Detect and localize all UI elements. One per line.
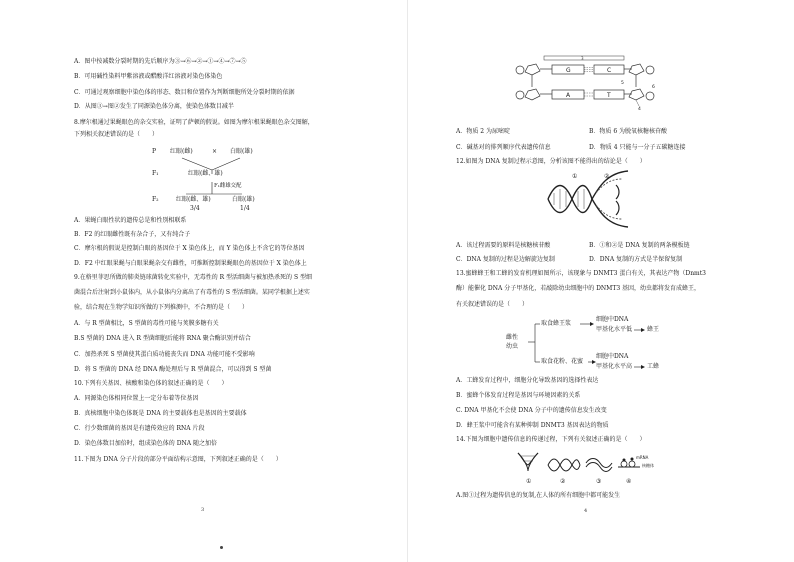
cross-f1-mating: F₁雌雄交配 <box>214 183 242 189</box>
q11-option-a: A．物质 2 为尿嘧啶 <box>456 128 510 135</box>
q10-stem: 10.下列有关基因、核酸和染色体的叙述正确的是（ ） <box>74 380 228 387</box>
q12-option-b: B．①和②是 DNA 复制的两条模板链 <box>589 242 690 249</box>
dna-label-4: 4 <box>638 107 641 112</box>
q12-option-a: A．该过程需要的原料是核糖核苷酸 <box>456 242 551 249</box>
cross-f1-label: F₁ <box>152 170 159 177</box>
q14-stem: 14.下图为细胞中遗传信息的传递过程，下列有关叙述正确的是（ ） <box>456 436 646 443</box>
q12-option-d: D．DNA 复制的方式是半保留复制 <box>589 256 683 263</box>
q10-option-b: B．真核细胞中染色体既是 DNA 的主要载体也是基因的主要载体 <box>74 410 247 417</box>
page-number-left: 3 <box>201 507 205 513</box>
cross-lines <box>150 150 270 240</box>
q7-option-a: A．图中按减数分裂时期的先后顺序为③→⑥→②→①→④→⑦→⑤ <box>74 58 247 65</box>
bee-result-high-2: 甲基化水平高 <box>596 363 633 370</box>
bee-larva-label-1: 雌性 <box>506 334 519 341</box>
q9-option-a: A．与 R 型菌相比，S 型菌的毒性可能与荚膜多糖有关 <box>74 320 219 327</box>
cross-f2-label: F₂ <box>152 196 159 203</box>
cross-f2-white: 白眼(雄) <box>232 196 255 203</box>
q13-option-c: C. DNA 甲基化不会使 DNA 分子中的遗传信息发生改变 <box>456 407 607 414</box>
cross-symbol: × <box>212 148 218 155</box>
cross-ratio-white: 1/4 <box>240 205 250 212</box>
bee-larva-label-2: 幼虫 <box>506 343 519 350</box>
cross-f2-red: 红眼(雌、雄) <box>176 196 211 203</box>
q13-stem-2: 酶）能催化 DNA 分子甲基化，若敲除幼虫细胞中的 DNMT3 基因，幼虫都将发育成蜂王， <box>456 285 701 292</box>
q11-option-b: B．物质 6 为脱氧核糖核苷酸 <box>589 128 668 135</box>
q10-option-a: A．同源染色体相同位置上一定分布着等位基因 <box>74 395 199 402</box>
q8-option-d: D．F2 中红眼果蝇与白眼果蝇杂交有雌性，可推断控制果蝇眼色的基因位于 X 染色体上 <box>74 260 307 267</box>
ribosome-label: 核糖体 <box>642 463 654 468</box>
bee-worker: 工蜂 <box>647 363 660 370</box>
cross-p-female: 红眼(雌) <box>170 148 193 155</box>
dna-base-c: C <box>607 67 612 74</box>
dna-label-5: 5 <box>621 81 624 86</box>
bee-queen: 蜂王 <box>647 326 660 333</box>
cross-ratio-red: 3/4 <box>190 205 200 212</box>
dna-label-6: 6 <box>652 85 655 90</box>
page-divider <box>407 0 408 562</box>
replication-label-2: ② <box>604 173 610 180</box>
bee-result-low-2: 甲基化水平低 <box>596 326 633 333</box>
q9-stem-3: 验，结合现在生物学知识所做的下列推测中，不合理的是（ ） <box>74 304 249 311</box>
q11-stem: 11.下图为 DNA 分子片段的部分平面结构示意图，下列叙述正确的是（ ） <box>74 456 282 463</box>
q13-stem-3: 有关叙述错误的是（ ） <box>456 301 529 308</box>
q9-option-d: D．将 S 型菌的 DNA 经 DNA 酶处理后与 R 型菌混合，可以得到 S 型菌 <box>74 366 272 373</box>
q13-stem-1: 13.蜜蜂蜂王和工蜂的发育机理如图所示，该现象与 DNMT3 蛋白有关，其表达产物（Dnmt3 <box>456 270 706 277</box>
bee-path-royal-jelly: 取食蜂王浆 <box>541 320 572 327</box>
mrna-label: mRNA <box>636 455 649 460</box>
q7-option-d: D．从图③→图②发生了同源染色体分离，使染色体数目减半 <box>74 103 234 110</box>
q11-option-d: D．物质 4 只能与一分子五碳糖连接 <box>589 144 686 151</box>
q9-option-c: C．加热杀死 S 型菌使其蛋白质功能丧失而 DNA 功能可能不受影响 <box>74 351 255 358</box>
q9-stem-2: 菌混合后注射到小鼠体内，从小鼠体内分离出了有毒性的 S 型活细菌。某同学根据上述实 <box>74 289 310 296</box>
replication-label-1: ① <box>572 173 578 180</box>
bee-result-high-1: 细胞中DNA <box>596 353 629 360</box>
dna-base-t: T <box>607 92 611 99</box>
q7-option-c: C．可通过观察细胞中染色体的形态、数目和位置作为判断细胞所处分裂时期的依据 <box>74 89 295 96</box>
q8-option-c: C．摩尔根的假说是控制白眼的基因位于 X 染色体上，而 Y 染色体上不含它的等位基因 <box>74 245 305 252</box>
q7-option-b: B．可用碱性染料甲紫溶液或醋酸洋红溶液对染色体染色 <box>74 73 223 80</box>
bee-result-low-1: 细胞中DNA <box>596 316 629 323</box>
bee-flow-lines <box>502 316 662 376</box>
cross-p-male: 白眼(雄) <box>230 148 253 155</box>
q8-stem-2: 下列相关叙述错误的是（ ） <box>74 131 159 138</box>
q12-option-c: C．DNA 复制的过程是边解旋边复制 <box>456 256 555 263</box>
scan-dot <box>220 546 223 549</box>
q12-stem: 12.如图为 DNA 复制过程示意图，分析该图不能得出的结论是（ ） <box>456 158 646 165</box>
cross-f1-text: 红眼(雌、雄) <box>188 170 223 177</box>
dna-base-g: G <box>566 67 571 74</box>
q14-option-a: A.图①过程为遗传信息的复制,在人体的所有细胞中都可能发生 <box>456 492 621 499</box>
dna-base-a: A <box>566 92 571 99</box>
process-label-1: ① <box>526 478 532 485</box>
cross-p-label: P <box>152 148 157 155</box>
dna-label-3: 3 <box>581 56 584 61</box>
q10-option-c: C．行少数细菌的基因是有遗传效应的 RNA 片段 <box>74 425 205 432</box>
q8-option-b: B．F2 的红眼雌性既有杂合子，又有纯合子 <box>74 231 191 238</box>
q8-stem-1: 8.摩尔根通过果蝇眼色的杂交实验，证明了萨顿的假说。如图为摩尔根果蝇眼色杂交图解， <box>74 119 314 126</box>
dna-replication-figure <box>546 167 636 231</box>
process-label-4: ④ <box>626 478 632 485</box>
q9-option-b: B.S 型菌的 DNA 进入 R 型菌细胞后能将 RNA 聚合酶识别并结合 <box>74 335 251 342</box>
process-label-2: ② <box>560 478 566 485</box>
q9-stem-1: 9.在格里菲思所做的肺炎链球菌转化实验中，无毒性的 R 型活细菌与被加热杀死的 S 型细 <box>74 274 312 281</box>
q8-option-a: A．果蝇白眼性状的遗传总是和性别相联系 <box>74 217 187 224</box>
gene-expression-figure <box>514 447 664 487</box>
bee-path-pollen: 取食花粉、花蜜 <box>541 358 584 365</box>
q13-option-a: A．工蜂发育过程中，细胞分化导致基因的选择性表达 <box>456 377 599 384</box>
page-number-right: 4 <box>584 508 588 514</box>
q11-option-c: C．碱基对的排列顺序代表遗传信息 <box>456 144 551 151</box>
q13-option-d: D．蜂王浆中可能含有某种抑制 DNMT3 基因表达的物质 <box>456 422 609 429</box>
dna-structure-figure <box>508 54 658 116</box>
q10-option-d: D．染色体数目加倍时，组成染色体的 DNA 随之加倍 <box>74 440 218 447</box>
q13-option-b: B．蜜蜂个体发育过程是基因与环境因素的关系 <box>456 392 581 399</box>
process-label-3: ③ <box>596 478 602 485</box>
